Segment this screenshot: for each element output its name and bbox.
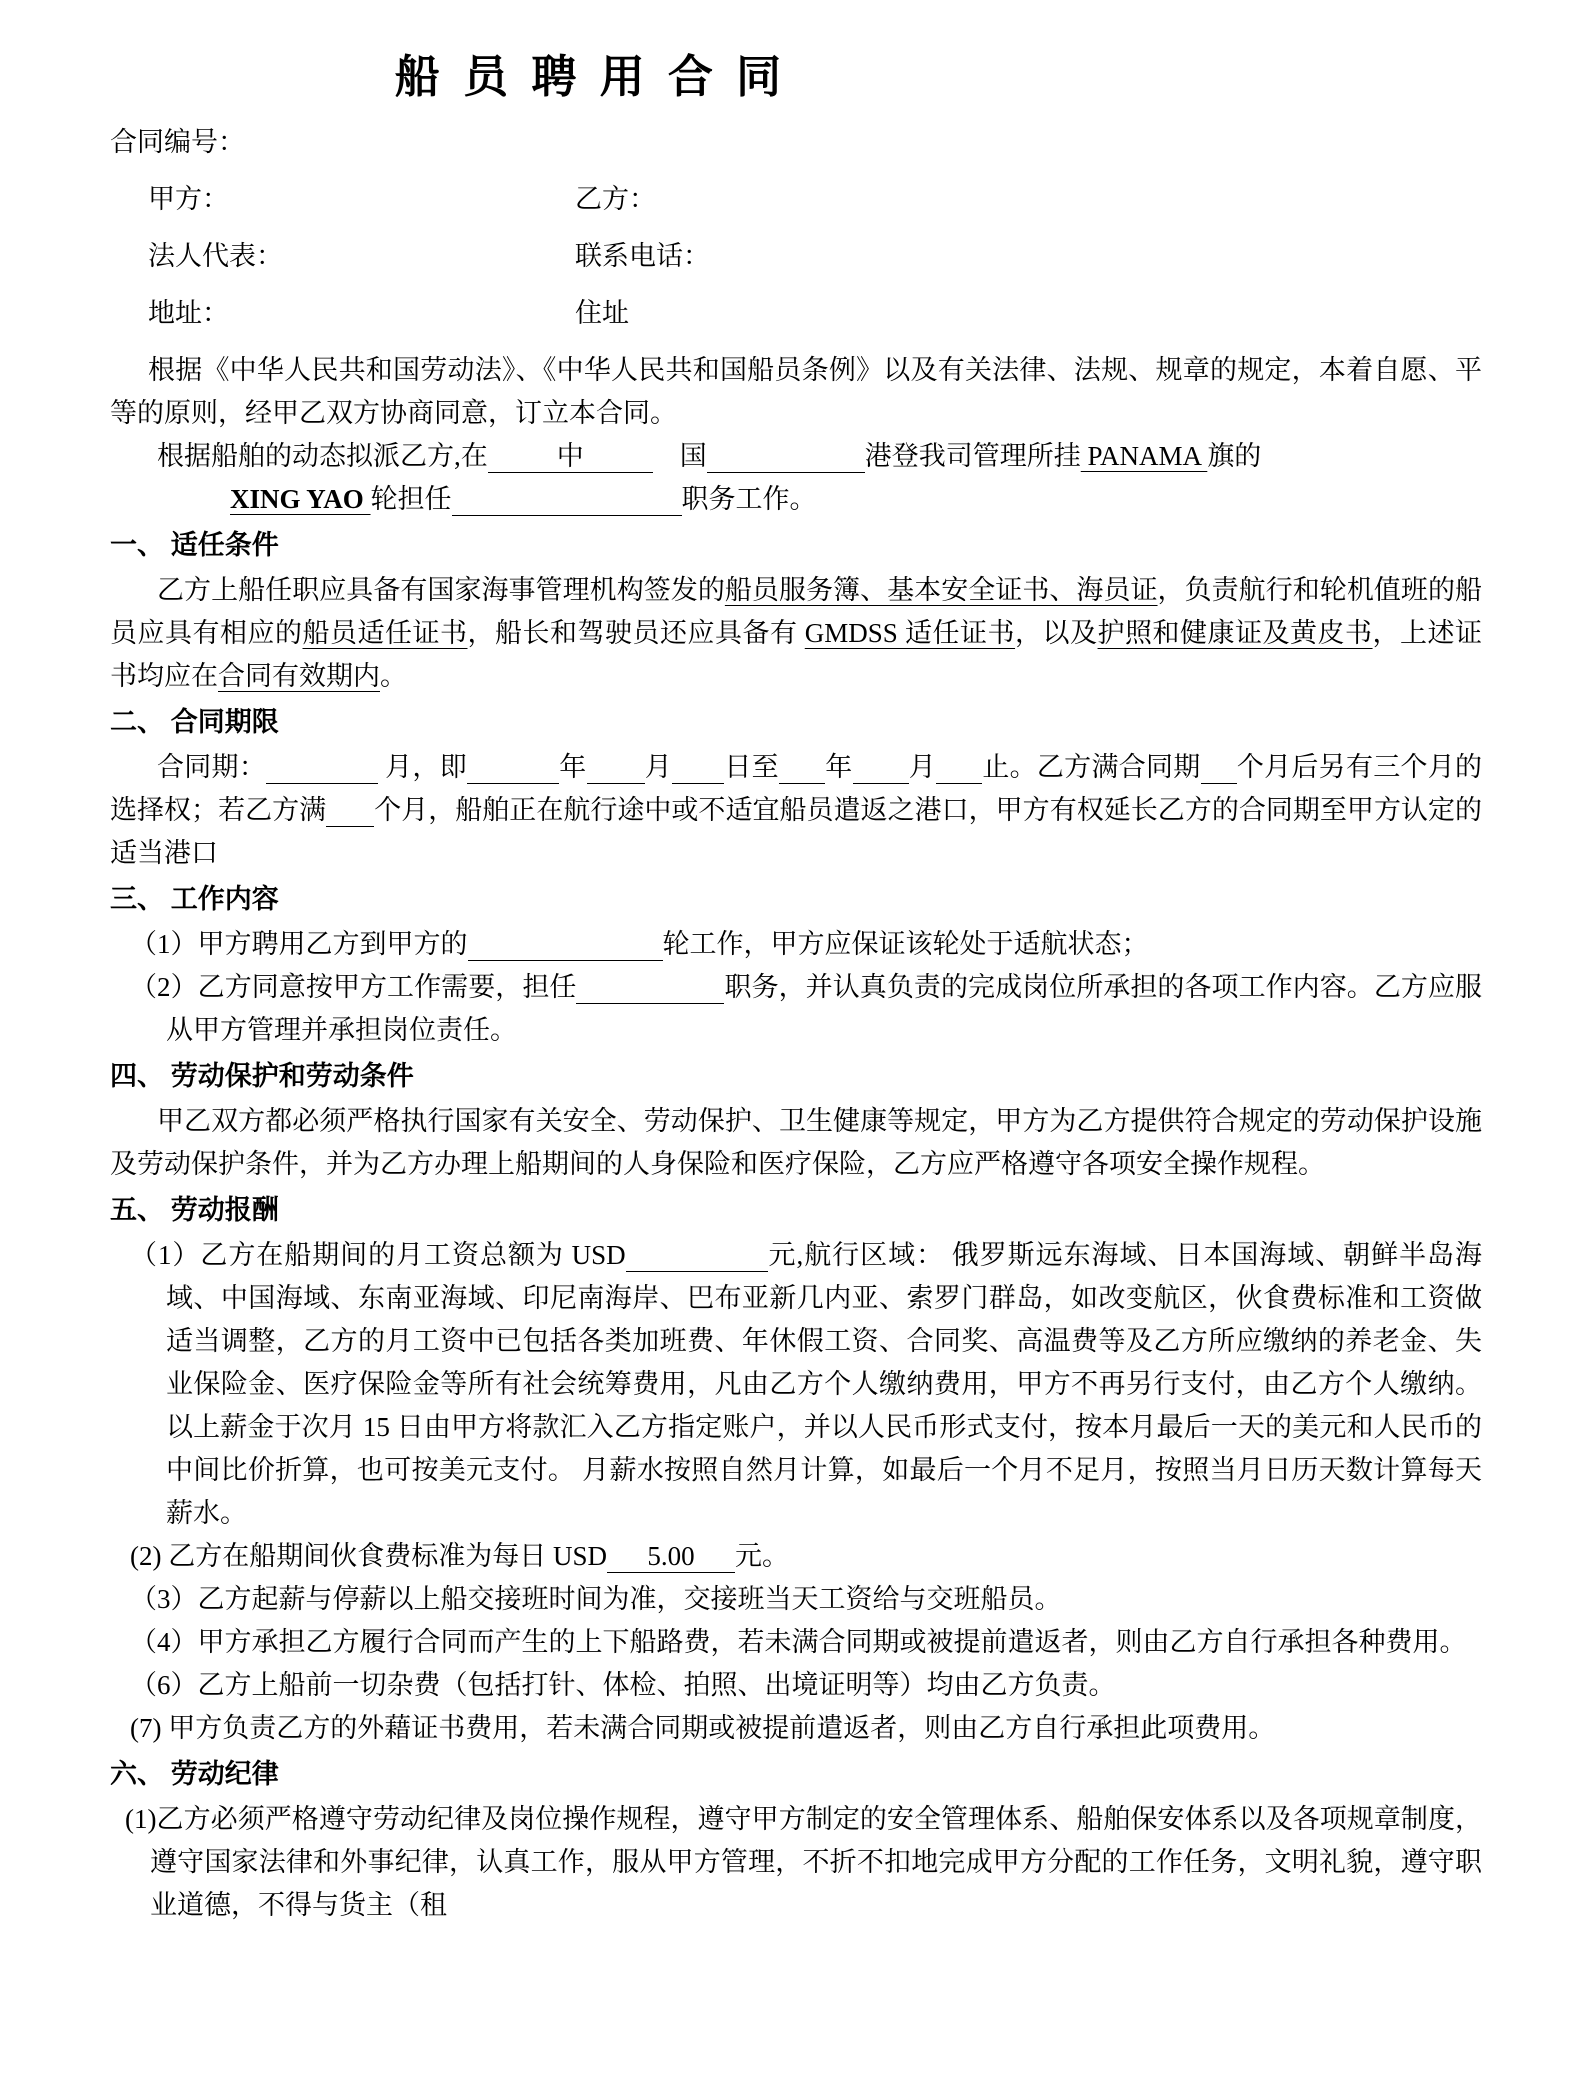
text-run: 年 (824, 752, 853, 782)
blank-field (936, 751, 982, 784)
text-run: 五、 劳动报酬 (110, 1195, 279, 1225)
blank-field (467, 751, 559, 784)
text-run: （1）甲方聘用乙方到甲方的 (130, 929, 468, 959)
text-run: 三、 工作内容 (110, 884, 279, 914)
text-run: （2）乙方同意按甲方工作需要，担任 (130, 972, 577, 1002)
paragraph (110, 1535, 1482, 1578)
blank-field (707, 440, 865, 473)
text-run: 元。 (735, 1541, 789, 1571)
blank-field (576, 971, 724, 1004)
contract-number-label (110, 120, 1482, 164)
text-run: GMDSS 适任证书 (804, 618, 1016, 648)
text-run: 乙方上船任职应具备有国家海事管理机构签发的 (157, 575, 725, 605)
text-run: ，上述证书均应在 (110, 618, 1483, 691)
paragraph (110, 1798, 1482, 1927)
text-run: 护照和健康证及黄皮书 (1097, 618, 1373, 648)
field-label-left: 甲方： (148, 184, 229, 214)
section-heading (110, 522, 1482, 569)
text-run: 职务，并认真负责的完成岗位所承担的各项工作内容。乙方应服从甲方管理并承担岗位责任。 (166, 972, 1483, 1045)
text-run: 一、 适任条件 (110, 530, 279, 560)
paragraph (110, 966, 1482, 1052)
text-run: 轮担任 (370, 484, 452, 514)
blank-field (326, 794, 374, 827)
field-label-right: 住址 (575, 298, 629, 328)
text-run: 月 (644, 752, 673, 782)
text-run: 甲乙双方都必须严格执行国家有关安全、劳动保护、卫生健康等规定，甲方为乙方提供符合规定的劳动保护设施及劳动保护条件，并为乙方办理上船期间的人身保险和医疗保险，乙方应严格遵守各项安全操作规程。 (110, 1106, 1482, 1179)
section-heading (110, 1053, 1482, 1100)
blank-field (779, 751, 825, 784)
blank-field (468, 928, 663, 961)
blank-field (587, 751, 645, 784)
text-run: 船 员 聘 用 合 同 (394, 52, 788, 102)
text-run: 二、 合同期限 (110, 707, 279, 737)
text-run: 个月，船舶正在航行途中或不适宜船员遣返之港口，甲方有权延长乙方的合同期至甲方认定的适当港口 (110, 795, 1483, 868)
text-run: ，以及 (1015, 618, 1098, 648)
text-run: 。 (380, 661, 407, 691)
paragraph (110, 569, 1482, 698)
text-run: （6）乙方上船前一切杂费（包括打针、体检、拍照、出境证明等）均由乙方负责。 (130, 1670, 1116, 1700)
text-run: 合同有效期内 (218, 661, 380, 691)
paragraph (110, 478, 1482, 521)
paragraph (110, 746, 1482, 875)
blank-field (853, 751, 909, 784)
text-run: 根据《中华人民共和国劳动法》、《中华人民共和国船员条例》以及有关法律、法规、规章的规定，本着自愿、平等的原则，经甲乙双方协商同意，订立本合同。 (110, 355, 1482, 428)
section-heading (110, 876, 1482, 923)
paragraph (110, 1234, 1482, 1535)
text-run: （1）乙方在船期间的月工资总额为 USD (130, 1240, 626, 1270)
text-run: 六、 劳动纪律 (110, 1759, 279, 1789)
text-run: XING YAO (230, 484, 371, 514)
text-run: 个月后另有三个月的选择权；若乙方满 (110, 752, 1483, 825)
section-heading (110, 699, 1482, 746)
blank-field (266, 751, 378, 784)
paragraph (110, 1621, 1482, 1664)
paragraph (110, 1100, 1482, 1186)
text-run: 船员服务簿、基本安全证书、海员证 (724, 575, 1158, 605)
blank-field (672, 751, 724, 784)
field-row (110, 291, 1482, 335)
text-run: （3）乙方起薪与停薪以上船交接班时间为准，交接班当天工资给与交班船员。 (130, 1584, 1062, 1614)
paragraph (110, 349, 1482, 435)
text-run: 月，即 (378, 752, 467, 782)
text-run: PANAMA (1080, 441, 1208, 471)
contract-title (110, 46, 1482, 108)
field-row (110, 177, 1482, 221)
text-run: ，船长和驾驶员还应具备有 (467, 618, 805, 648)
paragraph (110, 923, 1482, 966)
text-run: 元,航行区域： 俄罗斯远东海域、日本国海域、朝鲜半岛海域、中国海域、东南亚海域、印尼南海岸、巴布亚新几内亚、索罗门群岛，如改变航区，伙食费标准和工资做适当调整，乙方的月工资中已包括各类加班费、年休假工资、合同奖、高温费等及乙方所应缴纳的养老金、失业保险金、医疗保险金等所有社会统筹费用，凡由乙方个人缴纳费用，甲方不再另行支付，由乙方个人缴纳。以上薪金于次月 15 日由甲方将款汇入乙方指定账户，并以人民币形式支付，按本月最后一天的美元和人民币的中间比价折算，也可按美元支付。 月薪水按照自然月计算，如最后一个月不足月，按照当月日历天数计算每天薪水。 (166, 1240, 1483, 1528)
text-run: 止。乙方满合同期 (982, 752, 1201, 782)
text-run: 轮工作，甲方应保证该轮处于适航状态； (662, 929, 1149, 959)
section-heading (110, 1751, 1482, 1798)
text-run: (2) 乙方在船期间伙食费标准为每日 USD (130, 1541, 607, 1571)
text-run: （4）甲方承担乙方履行合同而产生的上下船路费，若未满合同期或被提前遣返者，则由乙方自行承担各种费用。 (130, 1627, 1467, 1657)
text-run: ，负责航行和轮机值班的船员应具有相应的 (110, 575, 1483, 648)
blank-field (452, 483, 682, 516)
text-run: 月 (908, 752, 937, 782)
field-label-right: 乙方： (575, 184, 656, 214)
text-run: (7) 甲方负责乙方的外藉证书费用，若未满合同期或被提前遣返者，则由乙方自行承担此项费用。 (130, 1713, 1276, 1743)
paragraph (110, 1707, 1482, 1750)
blank-field (1201, 751, 1237, 784)
text-run: 四、 劳动保护和劳动条件 (110, 1061, 414, 1091)
blank-field (626, 1239, 768, 1272)
text-run: 船员适任证书 (302, 618, 468, 648)
text-run: 日至 (724, 752, 779, 782)
paragraph (110, 435, 1482, 478)
field-label-left: 法人代表： (148, 241, 283, 271)
text-run: 港登我司管理所挂 (864, 441, 1081, 471)
field-label-left: 地址： (148, 298, 229, 328)
text-run: 根据船舶的动态拟派乙方,在 (157, 441, 488, 471)
text-run: 合同期： (157, 752, 267, 782)
text-run: 年 (558, 752, 587, 782)
paragraph (110, 1664, 1482, 1707)
field-label-right: 联系电话： (575, 241, 710, 271)
text-run: (1)乙方必须严格遵守劳动纪律及岗位操作规程，遵守甲方制定的安全管理体系、船舶保安体系以及各项规章制度，遵守国家法律和外事纪律，认真工作，服从甲方管理，不折不扣地完成甲方分配的工作任务，文明礼貌，遵守职业道德，不得与货主（租 (125, 1804, 1482, 1920)
text-run: 旗的 (1207, 441, 1262, 471)
section-heading (110, 1187, 1482, 1234)
text-run: 职务工作。 (681, 484, 817, 514)
blank-field: 中 (488, 440, 653, 473)
blank-field: 5.00 (607, 1540, 735, 1573)
text-run: 国 (652, 441, 707, 471)
text-run: 合同编号： (110, 127, 245, 157)
field-row (110, 234, 1482, 278)
paragraph (110, 1578, 1482, 1621)
